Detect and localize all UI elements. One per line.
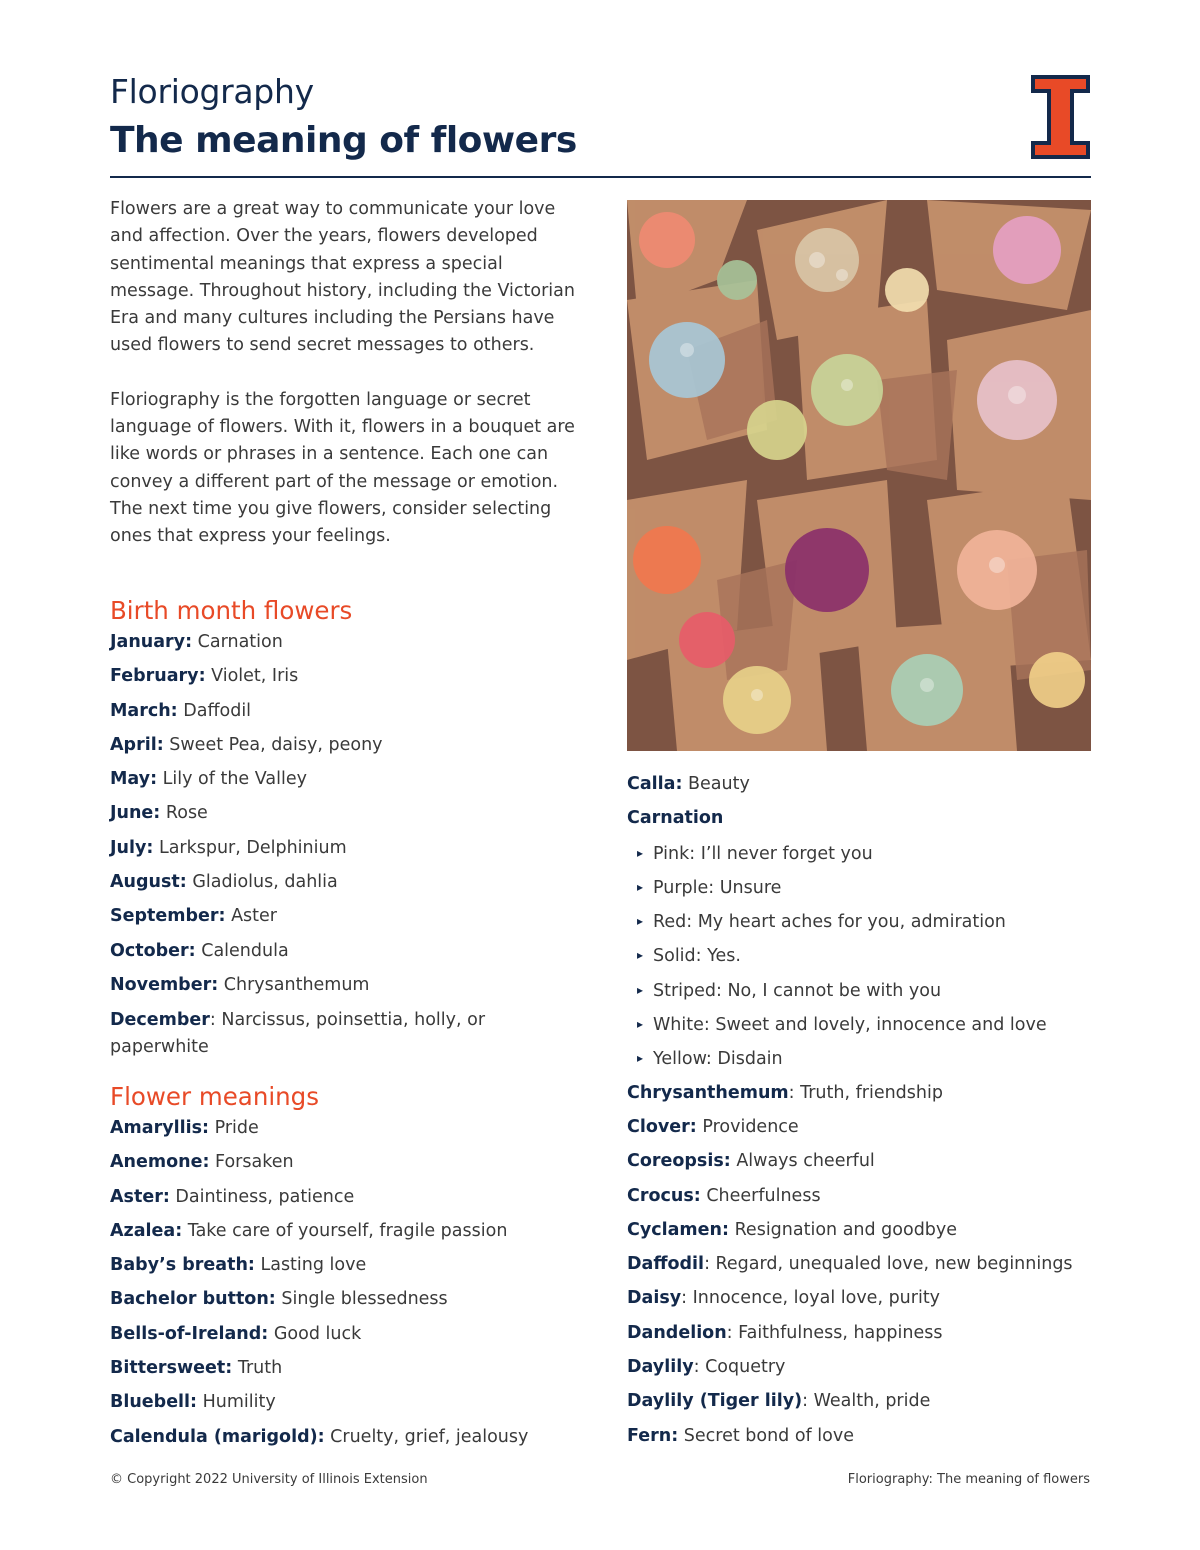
list-item-term: November: <box>110 974 219 995</box>
list-item-term: May: <box>110 769 158 790</box>
list-item-meaning: Calendula <box>195 940 289 961</box>
bullet-icon: ▸ <box>637 879 644 894</box>
list-item <box>627 1355 1073 1389</box>
birth-month-heading: Birth month flowers <box>110 596 353 625</box>
bouquet-illustration <box>627 200 1091 751</box>
list-item-meaning: : Regard, unequaled love, new beginnings <box>704 1254 1073 1275</box>
list-item-term: April: <box>110 734 164 755</box>
list-item-meaning: Daffodil <box>177 700 252 721</box>
footer-copyright: © Copyright 2022 University of Illinois Extension <box>110 1472 428 1487</box>
list-item <box>627 1252 1073 1286</box>
list-item-term: February: <box>110 666 206 687</box>
list-item <box>110 630 510 664</box>
list-item-meaning: Daintiness, patience <box>169 1186 355 1207</box>
intro-paragraph-2: Floriography is the forgotten language or secret language of flowers. With it, flowers in a bouquet are like words or phrases in a sentence. Each one can convey a different part of the message or emotion. The next time you give flowers, consider selecting ones that express your feelings. <box>110 389 575 547</box>
list-item <box>110 733 510 767</box>
list-item-meaning: : Wealth, pride <box>802 1391 931 1412</box>
list-item-meaning: Violet, Iris <box>205 666 299 687</box>
list-item <box>627 1321 1073 1355</box>
bullet-icon: ▸ <box>637 1051 644 1066</box>
list-item-term: Cyclamen: <box>627 1219 729 1240</box>
list-item-text: Red: My heart aches for you, admiration <box>653 912 1006 933</box>
list-item-term: Calendula (marigold): <box>110 1426 325 1447</box>
list-item <box>627 1012 1073 1046</box>
list-item-meaning: Take care of yourself, fragile passion <box>182 1220 508 1241</box>
list-item <box>627 806 1073 840</box>
list-item-term: Amaryllis: <box>110 1118 210 1138</box>
flower-bouquets-photo <box>627 200 1091 751</box>
intro-paragraph-1: Flowers are a great way to communicate your love and affection. Over the years, flowers developed sentimental meanings that express a special message. Throughout history, including the Victorian Era and many cultures including the Persians have used flowers to send secret messages to others. <box>110 199 575 356</box>
list-item <box>110 870 510 904</box>
list-item <box>110 1116 528 1150</box>
list-item-term: September: <box>110 906 226 927</box>
list-item-term: Azalea: <box>110 1220 183 1241</box>
list-item <box>627 841 1073 875</box>
list-item-term: Daffodil <box>627 1254 705 1275</box>
list-item <box>110 1322 528 1356</box>
list-item <box>627 1218 1073 1252</box>
list-item-meaning: Truth <box>232 1358 283 1379</box>
list-item-term: Daylily <box>627 1357 694 1378</box>
list-item-term: June: <box>110 803 161 824</box>
list-item <box>110 1007 510 1067</box>
intro-text <box>110 196 590 578</box>
list-item-text: Solid: Yes. <box>653 946 741 967</box>
list-item-term: October: <box>110 940 196 961</box>
list-item <box>110 1185 528 1219</box>
list-item <box>110 801 510 835</box>
list-item-term: Crocus: <box>627 1185 701 1206</box>
list-item-term: Anemone: <box>110 1152 210 1173</box>
list-item-text: Yellow: Disdain <box>653 1049 783 1070</box>
list-item-term: Bluebell: <box>110 1392 198 1413</box>
bullet-icon: ▸ <box>637 948 644 963</box>
list-item-meaning: : Narcissus, poinsettia, holly, or paperwhite <box>110 1010 486 1058</box>
list-item-meaning: Cheerfulness <box>700 1185 821 1206</box>
list-item-meaning: Gladiolus, dahlia <box>186 872 338 893</box>
list-item-meaning: Pride <box>209 1118 259 1138</box>
list-item-meaning: Carnation <box>192 632 283 652</box>
flower-meanings-list-left <box>110 1116 528 1459</box>
list-item-term: December <box>110 1010 210 1031</box>
list-item <box>627 1115 1073 1149</box>
list-item-meaning: Aster <box>225 906 277 927</box>
list-item <box>627 772 1073 806</box>
list-item <box>627 909 1073 943</box>
list-item-meaning: : Coquetry <box>693 1357 786 1378</box>
list-item-meaning: Lily of the Valley <box>157 769 307 790</box>
list-item-meaning: Secret bond of love <box>678 1425 854 1446</box>
list-item <box>110 1356 528 1390</box>
list-item <box>627 1389 1073 1423</box>
list-item <box>627 1424 1073 1458</box>
list-item-term: August: <box>110 872 187 893</box>
list-item-meaning: Cruelty, grief, jealousy <box>324 1426 529 1447</box>
list-item-term: Daylily (Tiger lily) <box>627 1391 803 1412</box>
list-item-meaning: Single blessedness <box>275 1289 448 1310</box>
header-divider <box>110 176 1091 178</box>
list-item-meaning: Rose <box>160 803 208 824</box>
list-item <box>627 1149 1073 1183</box>
list-item-term: Daisy <box>627 1288 682 1309</box>
list-item-term: Bittersweet: <box>110 1358 233 1379</box>
list-item-meaning: : Truth, friendship <box>788 1082 943 1103</box>
flower-meanings-list-right <box>627 772 1073 1458</box>
list-item-term: Clover: <box>627 1116 697 1137</box>
list-item <box>110 973 510 1007</box>
list-item-term: March: <box>110 700 178 721</box>
list-item <box>110 1150 528 1184</box>
list-item <box>110 1253 528 1287</box>
list-item-term: Bells-of-Ireland: <box>110 1323 269 1344</box>
list-item-meaning: Chrysanthemum <box>218 974 370 995</box>
list-item <box>110 767 510 801</box>
list-item <box>110 1390 528 1424</box>
list-item-term: Calla: <box>627 774 683 794</box>
list-item-meaning: Larkspur, Delphinium <box>153 837 347 858</box>
list-item-meaning: : Faithfulness, happiness <box>726 1322 943 1343</box>
illinois-block-i-logo-icon <box>1030 74 1091 160</box>
list-item-meaning: : Innocence, loyal love, purity <box>681 1288 941 1309</box>
list-item <box>110 836 510 870</box>
list-item-meaning: Forsaken <box>209 1152 294 1173</box>
list-item <box>627 1046 1073 1080</box>
list-item <box>110 664 510 698</box>
list-item-term: January: <box>110 632 193 652</box>
list-item-term: Baby’s breath: <box>110 1255 255 1276</box>
list-item <box>110 1219 528 1253</box>
footer-page-title: Floriography: The meaning of flowers <box>847 1472 1090 1487</box>
list-item-meaning: Always cheerful <box>730 1151 875 1172</box>
list-item-text: Pink: I’ll never forget you <box>653 843 873 864</box>
list-item-text: Striped: No, I cannot be with you <box>653 980 942 1001</box>
bullet-icon: ▸ <box>637 1017 644 1032</box>
list-item <box>110 699 510 733</box>
list-item <box>110 1287 528 1321</box>
birth-month-list <box>110 630 510 1067</box>
header-kicker: Floriography <box>110 72 314 111</box>
list-item <box>110 904 510 938</box>
list-item-term: July: <box>110 837 154 858</box>
flower-meanings-heading: Flower meanings <box>110 1082 319 1111</box>
list-item-meaning: Humility <box>197 1392 276 1413</box>
list-item-term: Dandelion <box>627 1322 727 1343</box>
list-item-term: Chrysanthemum <box>627 1082 789 1103</box>
list-item-text: Purple: Unsure <box>653 877 782 898</box>
bullet-icon: ▸ <box>637 982 644 997</box>
bullet-icon: ▸ <box>637 914 644 929</box>
list-item-meaning: Sweet Pea, daisy, peony <box>163 734 383 755</box>
list-item-term: Aster: <box>110 1186 170 1207</box>
list-item-term: Bachelor button: <box>110 1289 276 1310</box>
list-item-meaning: Lasting love <box>254 1255 367 1276</box>
list-item <box>627 1081 1073 1115</box>
list-item <box>627 1184 1073 1218</box>
list-item <box>627 875 1073 909</box>
list-item-meaning: Resignation and goodbye <box>729 1219 958 1240</box>
list-item-meaning: Providence <box>696 1116 799 1137</box>
list-item <box>627 1286 1073 1320</box>
list-item-term: Coreopsis: <box>627 1151 731 1172</box>
page-title: The meaning of flowers <box>110 120 577 161</box>
list-item-meaning: Good luck <box>268 1323 362 1344</box>
list-item <box>627 978 1073 1012</box>
list-item-term: Fern: <box>627 1425 679 1446</box>
list-item-text: White: Sweet and lovely, innocence and love <box>653 1015 1047 1036</box>
bullet-icon: ▸ <box>637 845 644 860</box>
list-item <box>110 939 510 973</box>
list-item <box>110 1425 528 1459</box>
list-item-meaning: Beauty <box>682 774 750 794</box>
list-item <box>627 943 1073 977</box>
list-item-term: Carnation <box>627 808 724 829</box>
